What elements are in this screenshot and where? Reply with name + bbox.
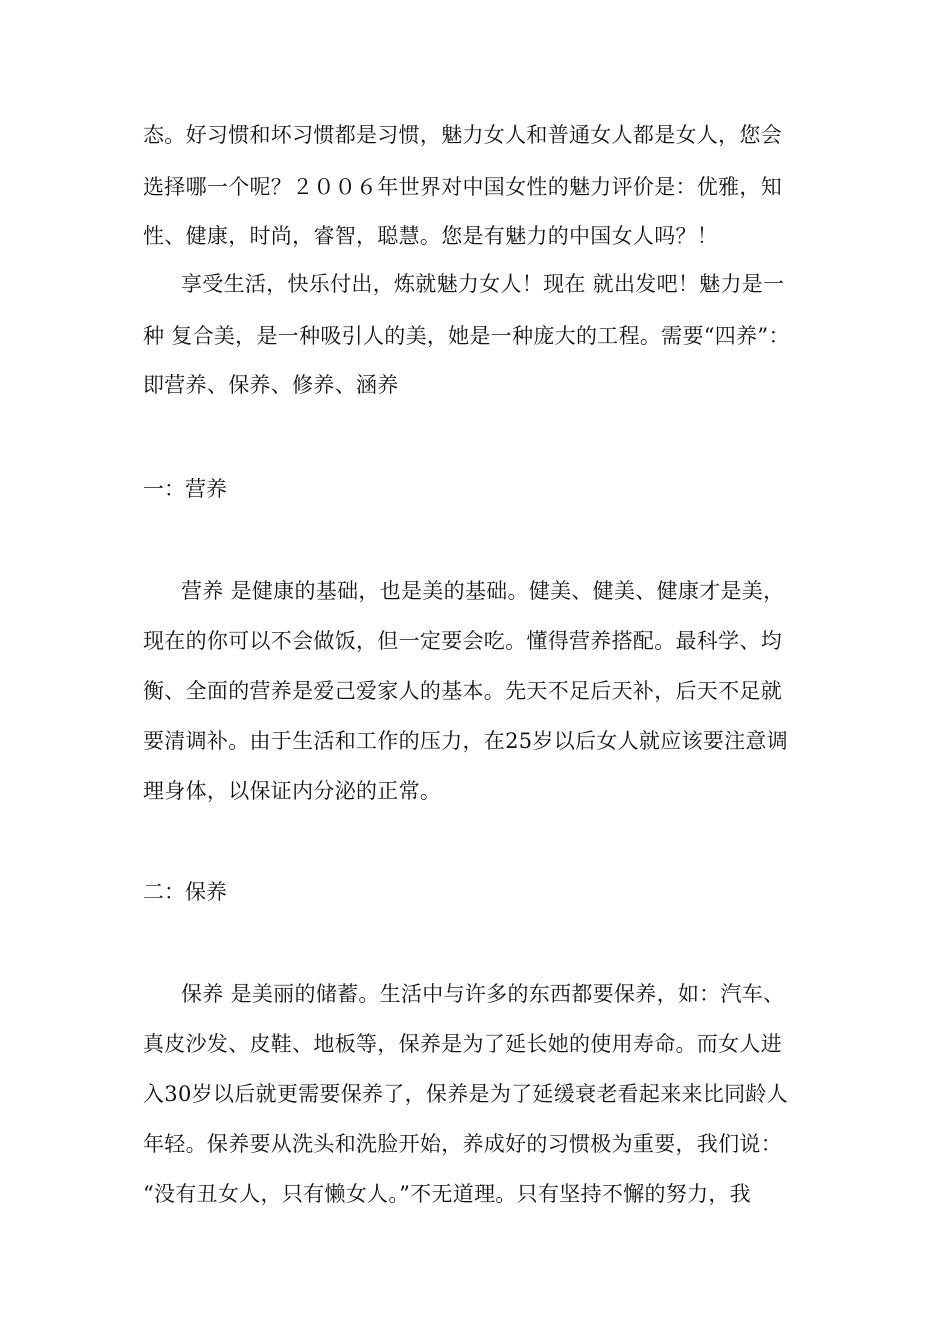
- paragraph-line: 性、健康，时尚，睿智，聪慧。您是有魅力的中国女人吗？！: [143, 224, 719, 248]
- paragraph-line: 保养 是美丽的储蓄。生活中与许多的东西都要保养，如：汽车、: [181, 982, 785, 1006]
- paragraph-line: 选择哪一个呢？２００６年世界对中国女性的魅力评价是：优雅，知: [143, 175, 782, 199]
- paragraph-line: 营养 是健康的基础，也是美的基础。健美、健美、健康才是美，: [181, 579, 785, 603]
- paragraph-line: 理身体，以保证内分泌的正常。: [143, 779, 442, 803]
- paragraph-line: 享受生活，快乐付出，炼就魅力女人！现在 就出发吧！魅力是一: [181, 272, 785, 296]
- paragraph-line: 要清调补。由于生活和工作的压力，在25岁以后女人就应该要注意调: [143, 729, 789, 753]
- paragraph-line: 真皮沙发、皮鞋、地板等，保养是为了延长她的使用寿命。而女人进: [143, 1032, 782, 1056]
- paragraph-line: 入30岁以后就更需要保养了，保养是为了延缓衰老看起来来比同龄人: [143, 1082, 789, 1106]
- section-heading-nutrition: 一：营养: [143, 477, 227, 501]
- paragraph-line: 现在的你可以不会做饭，但一定要会吃。懂得营养搭配。最科学、均: [143, 629, 782, 653]
- paragraph-line: 年轻。保养要从洗头和洗脸开始，养成好的习惯极为重要，我们说：: [143, 1132, 782, 1156]
- paragraph-line: “没有丑女人，只有懒女人。”不无道理。只有坚持不懈的努力，我: [143, 1182, 751, 1206]
- paragraph-line: 种 复合美，是一种吸引人的美，她是一种庞大的工程。需要“四养”：: [143, 324, 790, 348]
- paragraph-line: 衡、全面的营养是爱己爱家人的基本。先天不足后天补，后天不足就: [143, 679, 782, 703]
- paragraph-line: 态。好习惯和坏习惯都是习惯，魅力女人和普通女人都是女人，您会: [143, 123, 782, 147]
- section-heading-maintenance: 二：保养: [143, 880, 227, 904]
- paragraph-line: 即营养、保养、修养、涵养: [143, 373, 399, 397]
